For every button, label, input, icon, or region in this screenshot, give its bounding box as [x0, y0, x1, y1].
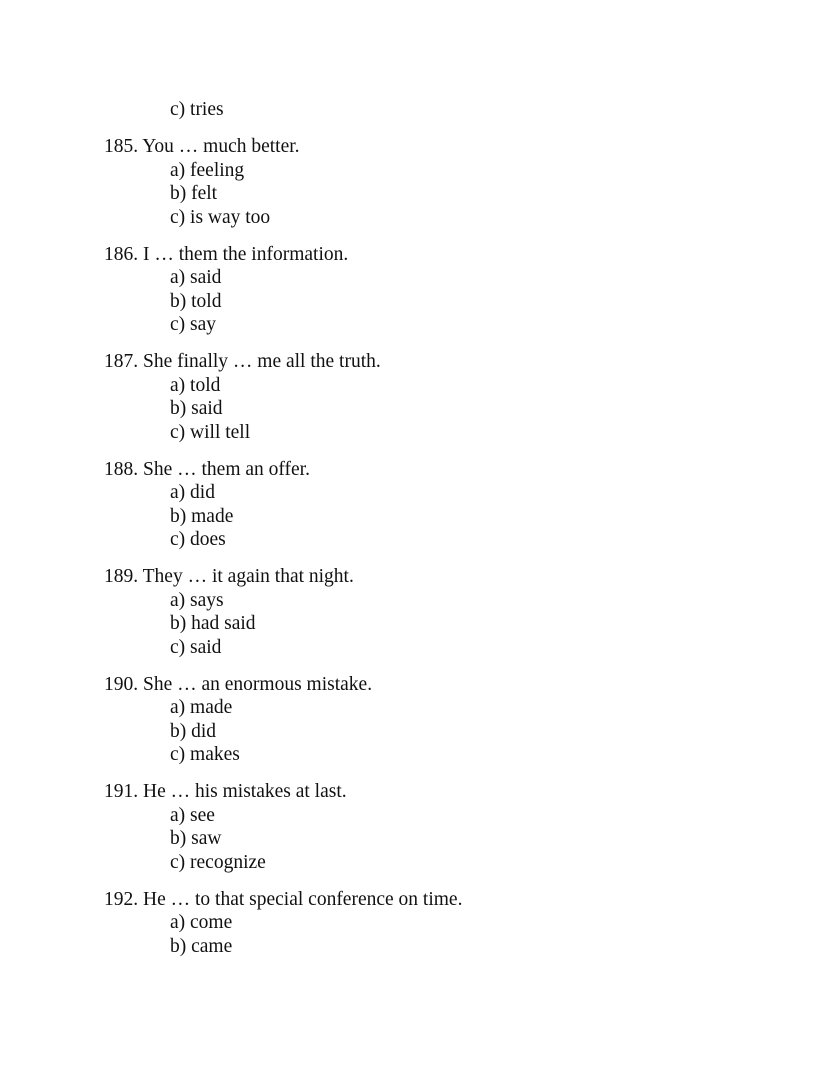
question-list	[104, 135, 462, 958]
question-item	[104, 458, 462, 552]
answer-option: b) came	[170, 935, 233, 957]
question-text: 186. I … them the information.	[104, 243, 349, 265]
answer-option: b) said	[170, 398, 223, 419]
question-item	[104, 780, 462, 874]
question-item	[104, 350, 462, 444]
question-text: 188. She … them an offer.	[104, 458, 310, 480]
question-text: 187. She finally … me all the truth.	[104, 351, 381, 372]
answer-option: a) says	[170, 589, 224, 611]
answer-option: b) felt	[170, 183, 218, 204]
question-item	[104, 565, 462, 659]
answer-option: c) say	[170, 314, 217, 335]
answer-option: a) did	[170, 482, 215, 503]
document-page	[104, 98, 462, 958]
answer-option: a) told	[170, 374, 221, 396]
answer-option: c) makes	[170, 744, 240, 765]
answer-option: c) does	[170, 529, 226, 550]
answer-option: c) will tell	[170, 421, 251, 443]
answer-option: b) had said	[170, 613, 256, 634]
answer-option: b) did	[170, 720, 217, 742]
answer-option: a) see	[170, 804, 215, 826]
answer-option: b) told	[170, 290, 222, 312]
answer-option: a) come	[170, 912, 233, 933]
answer-option: c) is way too	[170, 206, 271, 228]
question-text: 190. She … an enormous mistake.	[104, 673, 373, 695]
answer-option: b) saw	[170, 828, 222, 849]
answer-option: b) made	[170, 505, 234, 527]
question-item	[104, 673, 462, 767]
question-item	[104, 243, 462, 337]
answer-option: a) feeling	[170, 159, 245, 181]
question-text: 189. They … it again that night.	[104, 566, 354, 587]
answer-option: c) recognize	[170, 851, 266, 873]
question-text: 192. He … to that special conference on time.	[104, 888, 463, 910]
question-text: 185. You … much better.	[104, 136, 300, 157]
answer-option: c) said	[170, 636, 222, 658]
question-item	[104, 888, 462, 959]
answer-option: c) tries	[170, 99, 224, 120]
answer-option: a) said	[170, 267, 222, 288]
answer-option: a) made	[170, 697, 233, 718]
question-text: 191. He … his mistakes at last.	[104, 781, 347, 802]
question-item	[104, 135, 462, 229]
